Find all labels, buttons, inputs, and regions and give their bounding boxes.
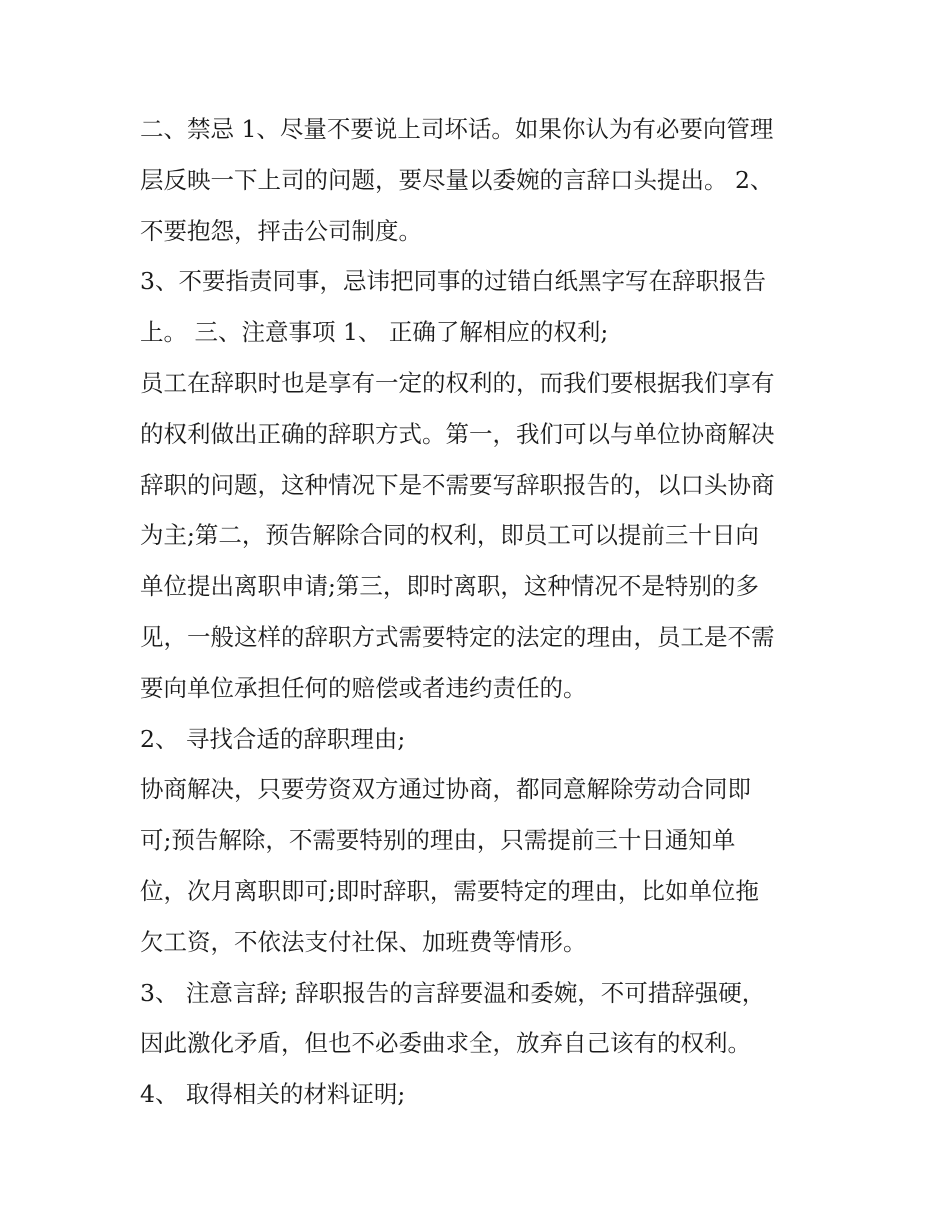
text-line-17: 欠工资，不依法支付社保、加班费等情形。 bbox=[140, 927, 587, 956]
text-line-13: 2、 寻找合适的辞职理由; bbox=[140, 724, 406, 753]
text-line-6: 员工在辞职时也是享有一定的权利的，而我们要根据我们享有 bbox=[140, 368, 775, 397]
text-line-5: 上。 三、注意事项 1、 正确了解相应的权利; bbox=[140, 318, 609, 347]
text-line-10: 单位提出离职申请;第三，即时离职，这种情况不是特别的多 bbox=[140, 572, 759, 601]
text-line-15: 可;预告解除，不需要特别的理由，只需提前三十日通知单 bbox=[140, 826, 736, 855]
text-line-7: 的权利做出正确的辞职方式。第一，我们可以与单位协商解决 bbox=[140, 419, 775, 448]
text-line-19: 因此激化矛盾，但也不必委曲求全，放弃自己该有的权利。 bbox=[140, 1029, 751, 1058]
text-line-14: 协商解决，只要劳资双方通过协商，都同意解除劳动合同即 bbox=[140, 775, 751, 804]
text-line-8: 辞职的问题，这种情况下是不需要写辞职报告的，以口头协商 bbox=[140, 470, 775, 499]
document-body bbox=[140, 104, 830, 1120]
text-line-2: 层反映一下上司的问题，要尽量以委婉的言辞口头提出。 2、 bbox=[140, 165, 774, 194]
text-line-9: 为主;第二，预告解除合同的权利，即员工可以提前三十日向 bbox=[140, 521, 759, 550]
text-line-11: 见，一般这样的辞职方式需要特定的法定的理由，员工是不需 bbox=[140, 622, 775, 651]
text-line-4: 3、不要指责同事，忌讳把同事的过错白纸黑字写在辞职报告 bbox=[140, 267, 766, 296]
text-line-20: 4、 取得相关的材料证明; bbox=[140, 1080, 406, 1109]
text-line-16: 位，次月离职即可;即时辞职，需要特定的理由，比如单位拖 bbox=[140, 876, 759, 905]
text-line-12: 要向单位承担任何的赔偿或者违约责任的。 bbox=[140, 673, 587, 702]
text-line-18: 3、 注意言辞; 辞职报告的言辞要温和委婉，不可措辞强硬， bbox=[140, 978, 766, 1007]
text-line-3: 不要抱怨，抨击公司制度。 bbox=[140, 216, 422, 245]
text-line-1: 二、禁忌 1、尽量不要说上司坏话。如果你认为有必要向管理 bbox=[140, 115, 774, 143]
